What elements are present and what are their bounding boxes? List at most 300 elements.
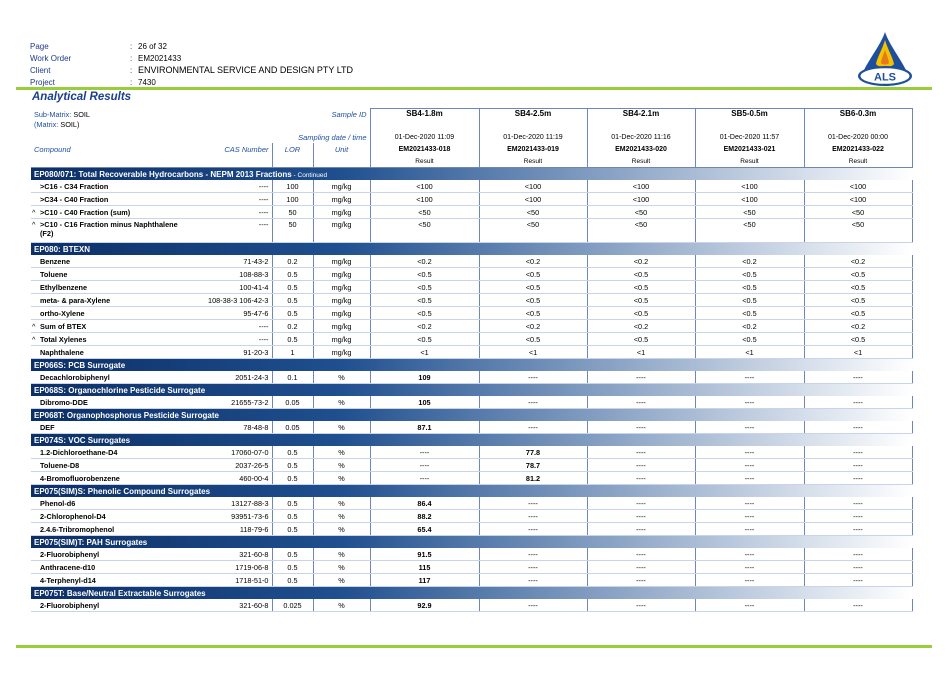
lor-value: 100: [272, 180, 313, 193]
page-title: Analytical Results: [32, 91, 132, 103]
group-title-text: EP075(SIM)S: Phenolic Compound Surrogates: [34, 486, 211, 496]
cas-number: ----: [201, 206, 272, 219]
result-value: <0.5: [587, 307, 695, 320]
result-value: ----: [695, 421, 804, 434]
compound-name: [31, 219, 201, 243]
result-value: <0.2: [479, 255, 587, 268]
result-value: <100: [804, 193, 912, 206]
compound-name-text: Naphthalene: [40, 347, 84, 357]
result-value: ----: [695, 446, 804, 459]
table-row: [31, 320, 912, 333]
result-value: ----: [804, 548, 912, 561]
compound-name-text: 2-Fluorobiphenyl: [40, 600, 100, 610]
lor-value: 0.5: [272, 307, 313, 320]
compound-name: [31, 548, 201, 561]
unit-value: mg/kg: [313, 268, 370, 281]
result-value: ----: [479, 523, 587, 536]
header-row-project: Project : 7430: [30, 77, 156, 87]
cas-number: 460-00-4: [201, 472, 272, 485]
result-value: ----: [370, 446, 479, 459]
compound-name-text: >C10 - C40 Fraction (sum): [40, 207, 131, 217]
lor-value: 0.5: [272, 294, 313, 307]
compound-name-text-2: (F2): [40, 229, 54, 238]
result-value: 105: [370, 396, 479, 409]
result-value: ----: [695, 510, 804, 523]
lor-value: 0.5: [272, 561, 313, 574]
compound-name-text: 2-Chlorophenol-D4: [40, 511, 106, 521]
result-value: ----: [587, 497, 695, 510]
result-value: ----: [804, 396, 912, 409]
compound-name: [31, 599, 201, 612]
compound-name-text: >C16 - C34 Fraction: [40, 181, 109, 191]
compound-name: [31, 510, 201, 523]
unit-value: %: [313, 421, 370, 434]
compound-name: [31, 294, 201, 307]
header-label: Work Order: [30, 53, 72, 63]
unit-value: %: [313, 523, 370, 536]
compound-name: [31, 396, 201, 409]
lor-value: 0.5: [272, 281, 313, 294]
result-value: ----: [587, 472, 695, 485]
lor-value: 0.5: [272, 548, 313, 561]
result-value: <100: [804, 180, 912, 193]
group-title-text: EP075T: Base/Neutral Extractable Surrogates: [34, 588, 206, 598]
result-value: <50: [479, 206, 587, 219]
result-value: ----: [479, 561, 587, 574]
result-value: <100: [587, 180, 695, 193]
result-value: <0.5: [804, 268, 912, 281]
group-title-text: EP075(SIM)T: PAH Surrogates: [34, 537, 148, 547]
table-row: [31, 294, 912, 307]
result-value: 92.9: [370, 599, 479, 612]
result-value: <0.2: [695, 320, 804, 333]
compound-name: [31, 346, 201, 359]
result-value: 117: [370, 574, 479, 587]
result-value: <0.5: [479, 294, 587, 307]
header-label: Project: [30, 77, 55, 87]
compound-name: [31, 307, 201, 320]
result-value: ----: [804, 523, 912, 536]
unit-value: mg/kg: [313, 307, 370, 320]
unit-value: mg/kg: [313, 193, 370, 206]
result-value: <0.5: [370, 333, 479, 346]
sample-date: 01-Dec-2020 11:16: [587, 131, 695, 143]
unit-value: %: [313, 548, 370, 561]
result-value: ----: [804, 371, 912, 384]
group-header-row: [31, 587, 912, 600]
als-logo: [856, 30, 914, 88]
result-value: ----: [804, 421, 912, 434]
lor-value: 0.5: [272, 523, 313, 536]
result-value: ----: [804, 561, 912, 574]
result-value: ----: [587, 599, 695, 612]
compound-name-text: >C10 - C16 Fraction minus Naphthalene: [40, 220, 178, 229]
group-title: [31, 243, 912, 256]
table-row: [31, 255, 912, 268]
matrix-value: SOIL): [60, 119, 80, 129]
result-label: Result: [804, 155, 912, 168]
result-value: ----: [479, 371, 587, 384]
group-title: [31, 409, 912, 422]
result-value: ----: [587, 446, 695, 459]
sample-date: 01-Dec-2020 11:57: [695, 131, 804, 143]
table-row: [31, 396, 912, 409]
unit-value: %: [313, 396, 370, 409]
lab-sample-id: EM2021433-022: [804, 143, 912, 155]
compound-name: [31, 193, 201, 206]
matrix-cell: [31, 109, 201, 132]
cas-number: ----: [201, 219, 272, 243]
cas-number: 13127-88-3: [201, 497, 272, 510]
table-row: [31, 333, 912, 346]
result-value: ----: [695, 459, 804, 472]
compound-name: [31, 574, 201, 587]
caret-marker: ^: [32, 207, 36, 217]
result-value: <1: [479, 346, 587, 359]
sample-id: SB6-0.3m: [804, 109, 912, 132]
result-value: ----: [587, 510, 695, 523]
group-title: [31, 168, 912, 181]
caret-marker: ^: [32, 321, 36, 331]
result-value: ----: [587, 574, 695, 587]
group-title-text: EP080/071: Total Recoverable Hydrocarbons - NEPM 2013 Fractions: [34, 169, 292, 179]
result-value: <0.2: [370, 320, 479, 333]
result-value: ----: [479, 510, 587, 523]
table-row: [31, 497, 912, 510]
result-value: 65.4: [370, 523, 479, 536]
group-header-row: [31, 409, 912, 422]
cas-number: 93951-73-6: [201, 510, 272, 523]
result-value: 81.2: [479, 472, 587, 485]
result-value: ----: [479, 396, 587, 409]
compound-name-text: Dibromo-DDE: [40, 397, 88, 407]
table-row: [31, 446, 912, 459]
result-value: ----: [587, 459, 695, 472]
lor-value: 0.5: [272, 268, 313, 281]
header-value: 26 of 32: [138, 41, 167, 51]
compound-name-text: DEF: [40, 422, 55, 432]
lor-value: 0.5: [272, 574, 313, 587]
result-value: ----: [695, 396, 804, 409]
lab-sample-id: EM2021433-019: [479, 143, 587, 155]
sample-id: SB5-0.5m: [695, 109, 804, 132]
cas-number: ----: [201, 180, 272, 193]
result-value: <100: [370, 193, 479, 206]
unit-value: mg/kg: [313, 206, 370, 219]
unit-value: %: [313, 459, 370, 472]
result-value: <100: [479, 180, 587, 193]
result-value: ----: [479, 421, 587, 434]
result-value: ----: [370, 459, 479, 472]
result-value: <0.2: [587, 320, 695, 333]
compound-name: [31, 206, 201, 219]
sample-id: SB4-1.8m: [370, 109, 479, 132]
lor-value: 0.5: [272, 333, 313, 346]
group-header-row: [31, 359, 912, 372]
table-row: [31, 599, 912, 612]
table-row: [31, 472, 912, 485]
unit-value: %: [313, 446, 370, 459]
result-value: ----: [695, 497, 804, 510]
cas-number: 2037-26-5: [201, 459, 272, 472]
group-header-row: [31, 384, 912, 397]
compound-name-text: 2.4.6-Tribromophenol: [40, 524, 115, 534]
group-title: [31, 536, 912, 549]
result-value: ----: [804, 510, 912, 523]
header-value: ENVIRONMENTAL SERVICE AND DESIGN PTY LTD: [138, 65, 354, 75]
caret-marker: ^: [32, 220, 36, 229]
cas-number: 17060-07-0: [201, 446, 272, 459]
group-title-text: EP068T: Organophosphorus Pesticide Surrogate: [34, 410, 219, 420]
lab-id-row: [31, 143, 912, 155]
compound-name-text: 4-Bromofluorobenzene: [40, 473, 120, 483]
table-row: [31, 371, 912, 384]
group-title: [31, 485, 912, 498]
result-value: <50: [587, 206, 695, 219]
table-row: [31, 281, 912, 294]
result-label: Result: [695, 155, 804, 168]
result-value: <100: [695, 180, 804, 193]
cas-number: 100-41-4: [201, 281, 272, 294]
header-value: 7430: [138, 77, 156, 87]
lab-sample-id: EM2021433-018: [370, 143, 479, 155]
cas-number: 321-60-8: [201, 548, 272, 561]
lor-value: 50: [272, 206, 313, 219]
cas-number: 1718-51-0: [201, 574, 272, 587]
result-value: 86.4: [370, 497, 479, 510]
compound-name: [31, 255, 201, 268]
compound-name: [31, 371, 201, 384]
compound-name: [31, 472, 201, 485]
result-value: ----: [587, 561, 695, 574]
result-value: <0.5: [370, 281, 479, 294]
result-value: <100: [695, 193, 804, 206]
header-label: Page: [30, 41, 49, 51]
compound-name-text: 1.2-Dichloroethane-D4: [40, 447, 118, 457]
result-value: <0.5: [370, 268, 479, 281]
compound-header: Compound: [34, 144, 71, 154]
lor-value: 0.5: [272, 510, 313, 523]
compound-name: [31, 497, 201, 510]
result-value: ----: [804, 446, 912, 459]
table-row: [31, 180, 912, 193]
table-row: [31, 523, 912, 536]
sample-date: 01-Dec-2020 00:00: [804, 131, 912, 143]
table-row: [31, 459, 912, 472]
compound-name-text: ortho-Xylene: [40, 308, 85, 318]
result-value: ----: [587, 523, 695, 536]
result-value: <0.5: [370, 307, 479, 320]
table-row: [31, 307, 912, 320]
compound-name-text: Phenol-d6: [40, 498, 76, 508]
compound-name: [31, 333, 201, 346]
result-value: <0.5: [479, 268, 587, 281]
cas-number: 71-43-2: [201, 255, 272, 268]
result-value: ----: [804, 497, 912, 510]
result-value: <0.2: [587, 255, 695, 268]
sample-date: 01-Dec-2020 11:19: [479, 131, 587, 143]
compound-name-text: Ethylbenzene: [40, 282, 88, 292]
result-value: <0.5: [804, 333, 912, 346]
cas-number: ----: [201, 320, 272, 333]
lor-value: 0.2: [272, 320, 313, 333]
cas-number: 1719-06-8: [201, 561, 272, 574]
result-value: <0.2: [804, 320, 912, 333]
result-value: <0.5: [804, 281, 912, 294]
compound-name: [31, 281, 201, 294]
table-row: [31, 346, 912, 359]
result-label: Result: [370, 155, 479, 168]
result-label: Result: [479, 155, 587, 168]
header-label: Client: [30, 65, 51, 75]
result-value: <100: [479, 193, 587, 206]
group-title-text: EP074S: VOC Surrogates: [34, 435, 131, 445]
cas-number: 108-38-3 106-42-3: [201, 294, 272, 307]
header-row-page: Page : 26 of 32: [30, 41, 167, 51]
lor-value: 0.05: [272, 421, 313, 434]
group-header-row: [31, 243, 912, 256]
group-title: [31, 587, 912, 600]
lor-value: 0.5: [272, 459, 313, 472]
result-value: <0.2: [370, 255, 479, 268]
result-value: ----: [695, 599, 804, 612]
result-value: ----: [695, 472, 804, 485]
table-row: [31, 193, 912, 206]
lor-value: 0.025: [272, 599, 313, 612]
result-value: ----: [804, 472, 912, 485]
group-title-text: EP068S: Organochlorine Pesticide Surrogate: [34, 385, 206, 395]
result-value: <50: [370, 206, 479, 219]
table-row: [31, 510, 912, 523]
compound-name: [31, 421, 201, 434]
result-value: <0.2: [479, 320, 587, 333]
unit-value: mg/kg: [313, 219, 370, 243]
compound-name: [31, 561, 201, 574]
sample-id-row: [31, 109, 912, 132]
compound-name-text: Total Xylenes: [40, 334, 87, 344]
compound-name-text: 4-Terphenyl-d14: [40, 575, 96, 585]
result-value: <0.5: [695, 281, 804, 294]
compound-name: [31, 523, 201, 536]
compound-name: [31, 180, 201, 193]
result-value: <50: [587, 219, 695, 243]
lor-value: 0.5: [272, 497, 313, 510]
matrix-label: (Matrix:: [34, 119, 61, 129]
header-value: EM2021433: [138, 53, 182, 63]
result-value: 91.5: [370, 548, 479, 561]
unit-value: %: [313, 497, 370, 510]
group-title-text: EP066S: PCB Surrogate: [34, 360, 126, 370]
compound-name-text: Sum of BTEX: [40, 321, 87, 331]
result-value: <50: [695, 206, 804, 219]
compound-name-text: Anthracene-d10: [40, 562, 96, 572]
compound-name-text: 2-Fluorobiphenyl: [40, 549, 100, 559]
result-value: <50: [804, 206, 912, 219]
result-value: <0.5: [804, 294, 912, 307]
cas-number: 95-47-6: [201, 307, 272, 320]
result-value: ----: [695, 548, 804, 561]
table-row: [31, 206, 912, 219]
result-value: ----: [695, 574, 804, 587]
result-label-row: [31, 155, 912, 168]
cas-number: 21655-73-2: [201, 396, 272, 409]
group-title: [31, 434, 912, 447]
unit-value: %: [313, 561, 370, 574]
group-title-suffix: - Continued: [291, 171, 328, 179]
unit-value: mg/kg: [313, 281, 370, 294]
result-value: ----: [804, 574, 912, 587]
compound-name-text: >C34 - C40 Fraction: [40, 194, 109, 204]
unit-value: mg/kg: [313, 346, 370, 359]
results-body: [31, 168, 912, 612]
result-value: ----: [695, 523, 804, 536]
result-value: ----: [804, 459, 912, 472]
group-header-row: [31, 485, 912, 498]
result-value: <1: [370, 346, 479, 359]
result-value: <0.5: [695, 268, 804, 281]
unit-value: %: [313, 371, 370, 384]
unit-value: mg/kg: [313, 180, 370, 193]
lor-value: 100: [272, 193, 313, 206]
group-title-text: EP080: BTEXN: [34, 244, 91, 254]
compound-name-text: Decachlorobiphenyl: [40, 372, 110, 382]
result-value: ----: [479, 548, 587, 561]
group-title: [31, 359, 912, 372]
cas-header: CAS Number: [224, 144, 269, 154]
sample-id: SB4-2.5m: [479, 109, 587, 132]
sample-id-label: Sample ID: [331, 109, 367, 119]
logo-text: ALS: [874, 71, 896, 84]
result-value: ----: [804, 599, 912, 612]
result-value: 88.2: [370, 510, 479, 523]
result-value: <1: [804, 346, 912, 359]
result-value: ----: [479, 574, 587, 587]
result-value: 109: [370, 371, 479, 384]
lab-sample-id: EM2021433-020: [587, 143, 695, 155]
sample-id: SB4-2.1m: [587, 109, 695, 132]
compound-name: [31, 268, 201, 281]
result-label: Result: [587, 155, 695, 168]
unit-value: %: [313, 510, 370, 523]
table-row: [31, 219, 912, 243]
result-value: <0.5: [804, 307, 912, 320]
report-header: [30, 40, 353, 88]
compound-name: [31, 459, 201, 472]
result-value: 78.7: [479, 459, 587, 472]
result-value: ----: [587, 371, 695, 384]
cas-number: 2051-24-3: [201, 371, 272, 384]
result-value: <0.2: [695, 255, 804, 268]
table-row: [31, 268, 912, 281]
result-value: <50: [695, 219, 804, 243]
sampling-date-label: Sampling date / time: [298, 132, 367, 142]
result-value: 115: [370, 561, 479, 574]
lor-value: 0.5: [272, 472, 313, 485]
result-value: <50: [804, 219, 912, 243]
result-value: <0.5: [587, 294, 695, 307]
compound-name-text: Toluene-D8: [40, 460, 80, 470]
sampling-date-row: [31, 131, 912, 143]
sub-matrix-value: SOIL: [73, 109, 90, 119]
result-value: <0.5: [695, 294, 804, 307]
cas-number: 321-60-8: [201, 599, 272, 612]
result-value: <0.5: [370, 294, 479, 307]
lor-value: 0.05: [272, 396, 313, 409]
caret-marker: ^: [32, 334, 36, 344]
lor-value: 0.2: [272, 255, 313, 268]
result-value: <1: [587, 346, 695, 359]
lor-value: 0.1: [272, 371, 313, 384]
